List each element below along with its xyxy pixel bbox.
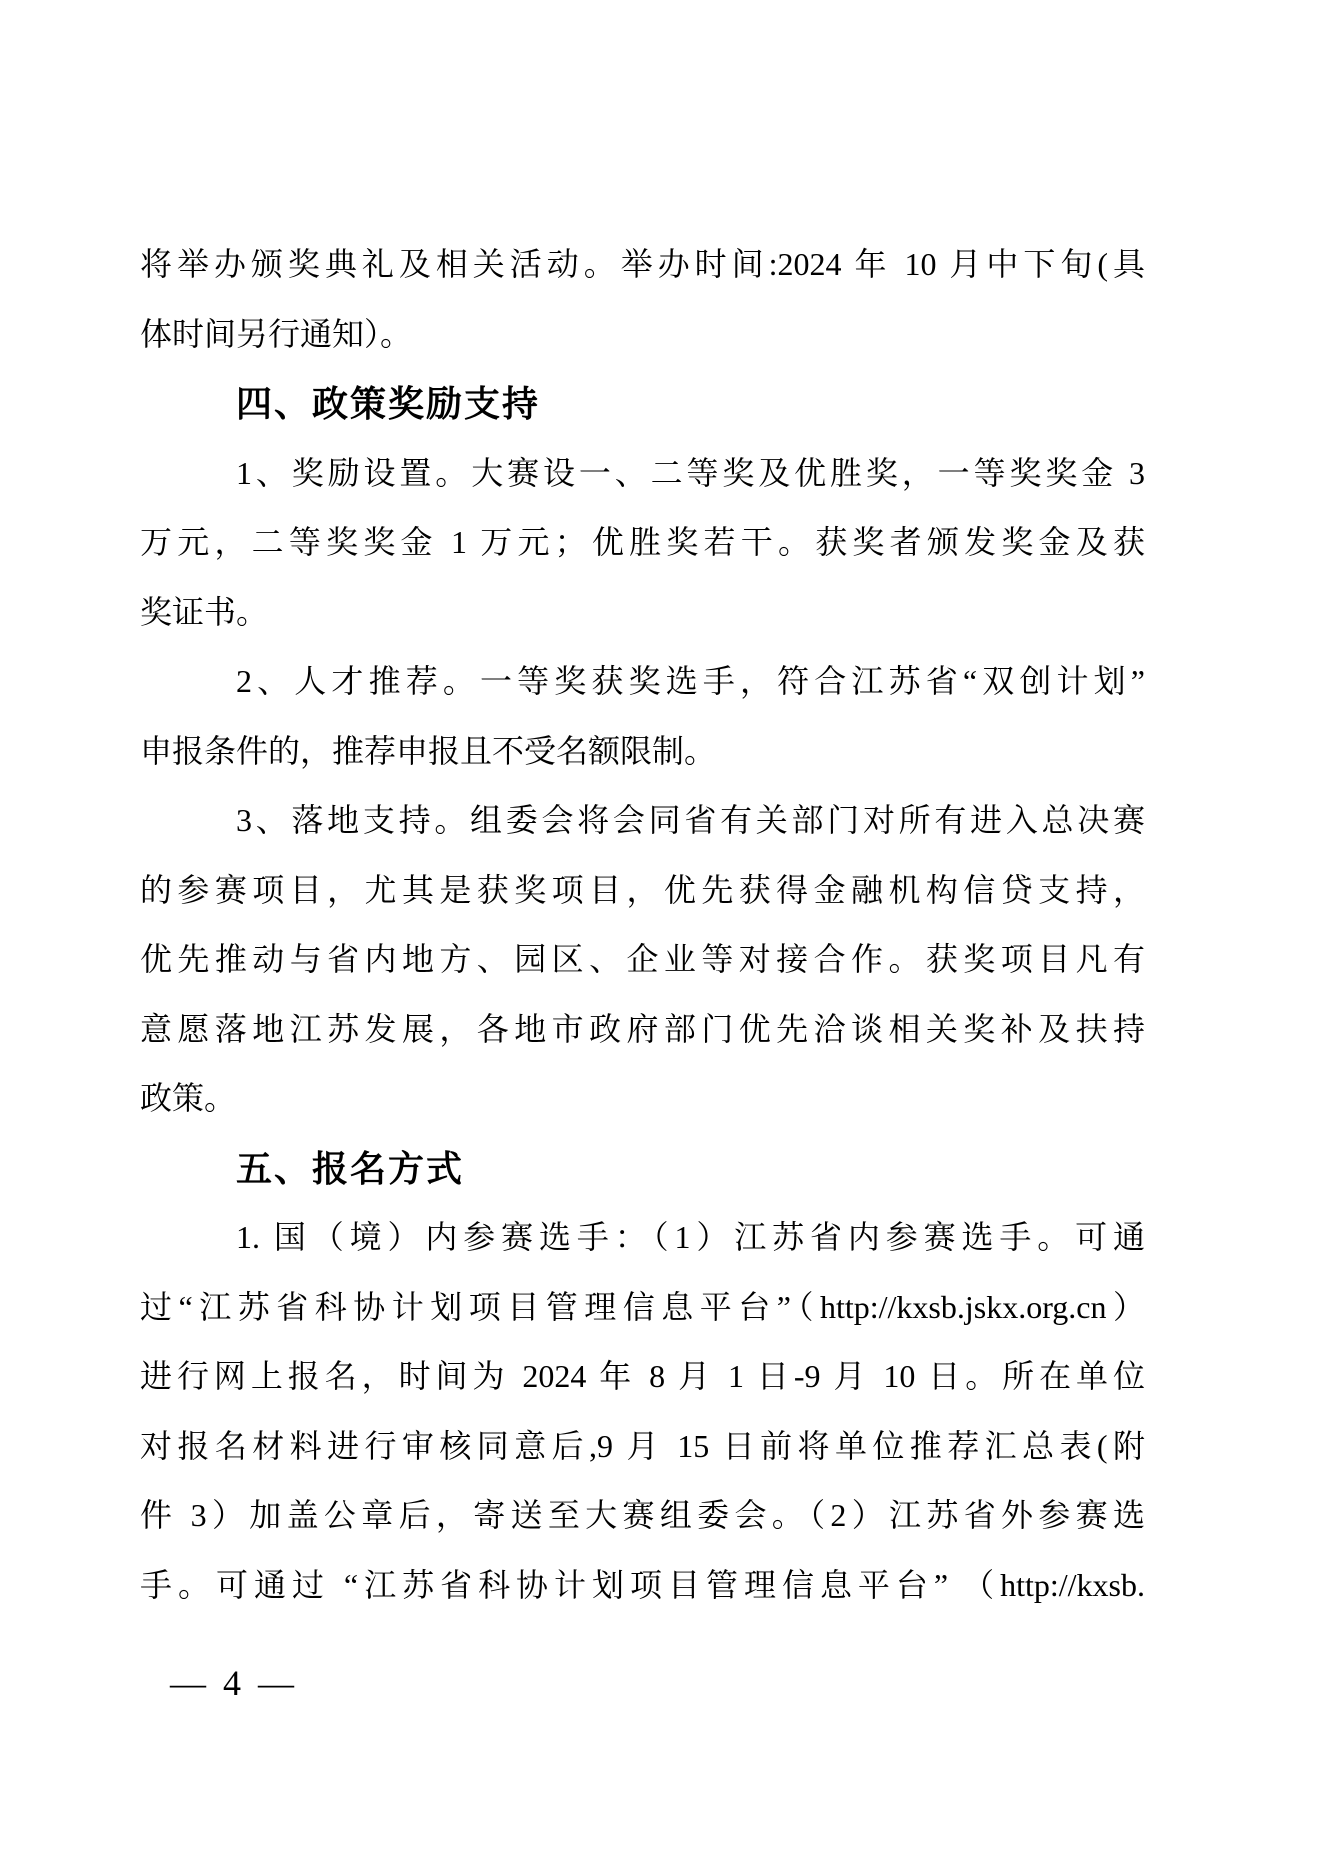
paragraph bbox=[140, 230, 1145, 369]
text-line: 2、人才推荐。一等奖获奖选手，符合江苏省“双创计划” bbox=[236, 663, 1145, 699]
text-line: 对报名材料进行审核同意后,9 月 15 日前将单位推荐汇总表(附 bbox=[140, 1427, 1145, 1464]
text-line: 1、奖励设置。大赛设一、二等奖及优胜奖，一等奖奖金 3 bbox=[236, 454, 1145, 491]
text-line: 申报条件的，推荐申报且不受名额限制。 bbox=[140, 732, 717, 769]
text-line: 万元，二等奖奖金 1 万元；优胜奖若干。获奖者颁发奖金及获 bbox=[140, 524, 1145, 560]
section-heading bbox=[140, 369, 1145, 439]
text-line: 将举办颁奖典礼及相关活动。举办时间:2024 年 10 月中下旬(具 bbox=[140, 246, 1145, 282]
text-line: 1. 国（境）内参赛选手：（1）江苏省内参赛选手。可通 bbox=[236, 1219, 1145, 1255]
page-number: — 4 — bbox=[170, 1663, 298, 1703]
text-line: 过“江苏省科协计划项目管理信息平台”（http://kxsb.jskx.org.cn） bbox=[140, 1288, 1145, 1325]
text-line: 进行网上报名，时间为 2024 年 8 月 1 日-9 月 10 日。所在单位 bbox=[140, 1358, 1145, 1394]
paragraph bbox=[140, 786, 1145, 1134]
page-footer bbox=[170, 1658, 298, 1708]
text-line: 件 3）加盖公章后，寄送至大赛组委会。（2）江苏省外参赛选 bbox=[140, 1497, 1145, 1533]
text-line: 意愿落地江苏发展，各地市政府部门优先洽谈相关奖补及扶持 bbox=[140, 1010, 1145, 1047]
paragraph bbox=[140, 647, 1145, 786]
text-line: 奖证书。 bbox=[140, 593, 269, 630]
section-heading bbox=[140, 1134, 1145, 1204]
text-line: 政策。 bbox=[140, 1080, 237, 1116]
text-line: 3、落地支持。组委会将会同省有关部门对所有进入总决赛 bbox=[236, 802, 1145, 838]
text-line: 的参赛项目，尤其是获奖项目，优先获得金融机构信贷支持， bbox=[140, 871, 1145, 908]
heading-text: 五、报名方式 bbox=[236, 1147, 465, 1189]
text-line: 优先推动与省内地方、园区、企业等对接合作。获奖项目凡有 bbox=[140, 941, 1145, 977]
text-line: 体时间另行通知）。 bbox=[140, 315, 413, 352]
paragraph bbox=[140, 439, 1145, 648]
heading-text: 四、政策奖励支持 bbox=[236, 383, 541, 424]
text-line: 手。可通过 “江苏省科协计划项目管理信息平台” （http://kxsb. bbox=[140, 1566, 1145, 1603]
document-body bbox=[140, 230, 1145, 1620]
paragraph bbox=[140, 1203, 1145, 1620]
